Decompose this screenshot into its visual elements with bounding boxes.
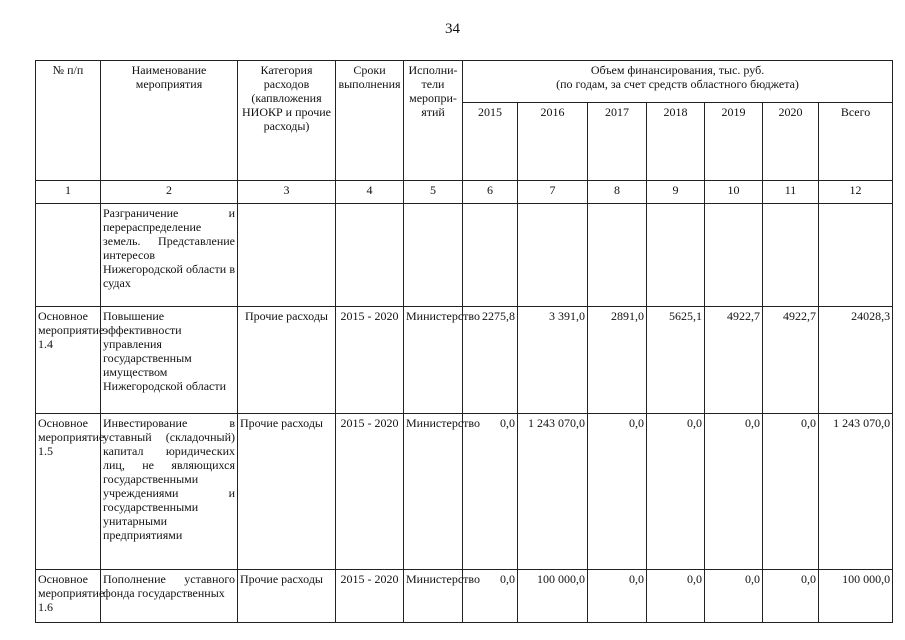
row-value	[647, 204, 705, 307]
row-value: 0,0	[705, 414, 763, 570]
row-value	[518, 204, 588, 307]
column-number: 9	[647, 181, 705, 204]
row-num: Основное мероприятие 1.6	[36, 570, 101, 623]
page-number: 34	[445, 21, 460, 37]
row-terms: 2015 - 2020	[336, 570, 404, 623]
header-year: 2017	[588, 103, 647, 181]
column-number: 10	[705, 181, 763, 204]
table-row	[36, 204, 893, 307]
row-terms: 2015 - 2020	[336, 307, 404, 414]
table-row	[36, 570, 893, 623]
row-value: 5625,1	[647, 307, 705, 414]
header-terms: Сроки выполнения	[336, 61, 404, 181]
row-name: Повышение эффективности управления государственным имуществом Нижегородской области	[101, 307, 238, 414]
column-number: 2	[101, 181, 238, 204]
header-year: 2020	[763, 103, 819, 181]
header-name: Наименование мероприятия	[101, 61, 238, 181]
row-name: Инвестирование в уставный (складочный) капитал юридических лиц, не являющихся государственными учреждениями и государственными унитарными предприятиями	[101, 414, 238, 570]
header-funding-title: Объем финансирования, тыс. руб.	[590, 63, 765, 77]
row-executor: Министерство	[404, 307, 463, 414]
row-category: Прочие расходы	[238, 307, 336, 414]
table-row	[36, 307, 893, 414]
row-value: 0,0	[588, 570, 647, 623]
row-value: 0,0	[705, 570, 763, 623]
header-funding-subtitle: (по годам, за счет средств областного бюджета)	[556, 77, 799, 91]
column-number: 5	[404, 181, 463, 204]
row-value: 0,0	[763, 570, 819, 623]
row-category: Прочие расходы	[238, 570, 336, 623]
row-value: 0,0	[647, 570, 705, 623]
row-value	[705, 204, 763, 307]
row-value: 0,0	[463, 414, 518, 570]
row-total: 1 243 070,0	[819, 414, 893, 570]
header-funding	[463, 61, 893, 103]
row-value: 0,0	[588, 414, 647, 570]
row-num	[36, 204, 101, 307]
column-number: 11	[763, 181, 819, 204]
column-number: 1	[36, 181, 101, 204]
row-executor: Министерство	[404, 570, 463, 623]
table-row	[36, 414, 893, 570]
header-year: 2016	[518, 103, 588, 181]
row-executor	[404, 204, 463, 307]
column-number-row	[36, 181, 893, 204]
header-year: 2018	[647, 103, 705, 181]
row-terms	[336, 204, 404, 307]
row-value	[588, 204, 647, 307]
row-value: 0,0	[463, 570, 518, 623]
column-number: 12	[819, 181, 893, 204]
row-value	[763, 204, 819, 307]
header-executors: Исполни-тели меропри-ятий	[404, 61, 463, 181]
row-value: 1 243 070,0	[518, 414, 588, 570]
column-number: 6	[463, 181, 518, 204]
column-number: 8	[588, 181, 647, 204]
row-value: 3 391,0	[518, 307, 588, 414]
column-number: 7	[518, 181, 588, 204]
header-category: Категория расходов (капвложения НИОКР и прочие расходы)	[238, 61, 336, 181]
row-num: Основное мероприятие 1.4	[36, 307, 101, 414]
row-value: 4922,7	[763, 307, 819, 414]
header-num: № п/п	[36, 61, 101, 181]
row-value: 2275,8	[463, 307, 518, 414]
row-value: 2891,0	[588, 307, 647, 414]
header-year: 2015	[463, 103, 518, 181]
row-total: 100 000,0	[819, 570, 893, 623]
row-executor: Министерство	[404, 414, 463, 570]
row-value: 0,0	[763, 414, 819, 570]
header-total: Всего	[819, 103, 893, 181]
row-category	[238, 204, 336, 307]
header-year: 2019	[705, 103, 763, 181]
row-value	[463, 204, 518, 307]
row-value: 0,0	[647, 414, 705, 570]
row-total	[819, 204, 893, 307]
row-category: Прочие расходы	[238, 414, 336, 570]
row-total: 24028,3	[819, 307, 893, 414]
column-number: 3	[238, 181, 336, 204]
column-number: 4	[336, 181, 404, 204]
row-value: 100 000,0	[518, 570, 588, 623]
row-name: Разграничение и перераспределение земель. Представление интересов Нижегородской области в судах	[101, 204, 238, 307]
financing-table	[35, 60, 893, 623]
row-value: 4922,7	[705, 307, 763, 414]
row-num: Основное мероприятие 1.5	[36, 414, 101, 570]
row-name: Пополнение уставного фонда государственных	[101, 570, 238, 623]
row-terms: 2015 - 2020	[336, 414, 404, 570]
